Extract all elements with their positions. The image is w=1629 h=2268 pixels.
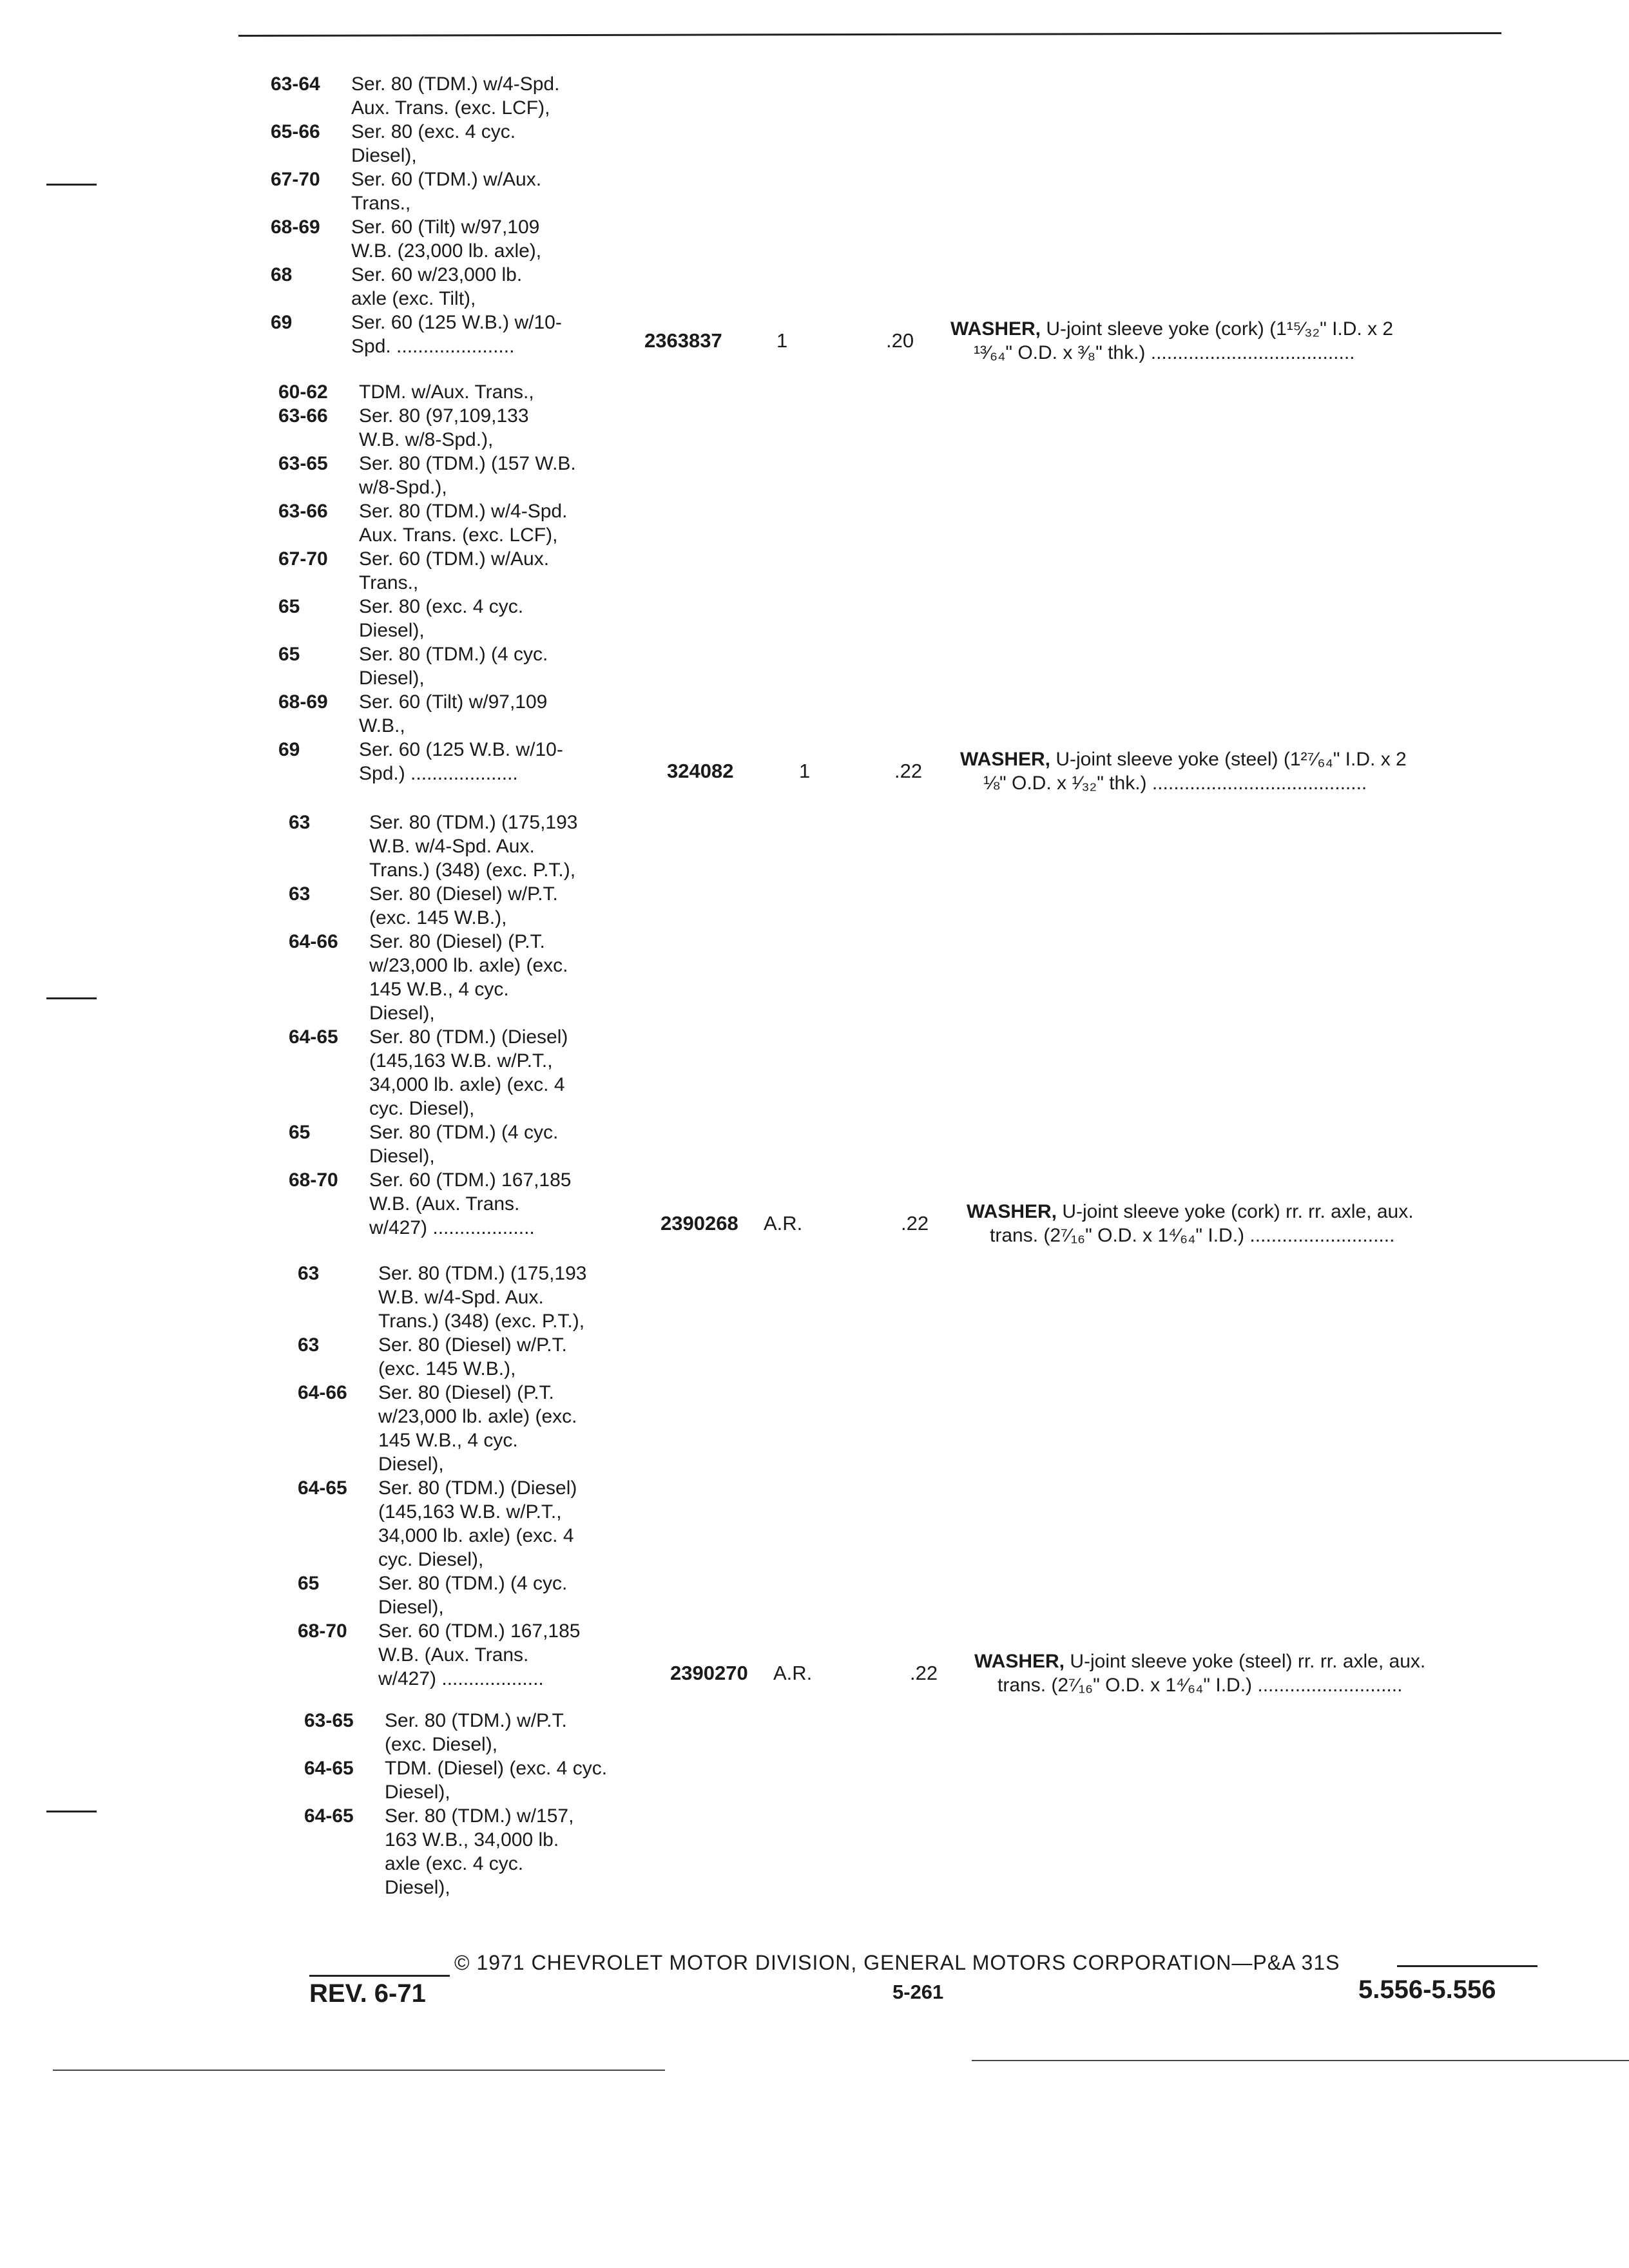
year-range: 63 [289, 812, 311, 833]
application-text: Ser. 60 (TDM.) w/Aux. Trans., [351, 169, 542, 214]
application-text: Ser. 80 (Diesel) (P.T. w/23,000 lb. axle) (exc. 145 W.B., 4 cyc. Diesel), [369, 931, 568, 1024]
application-row [298, 1333, 681, 1381]
application-row [271, 263, 654, 311]
application-row [278, 642, 662, 690]
price: .22 [894, 760, 923, 782]
application-text: Ser. 80 (TDM.) w/4-Spd. Aux. Trans. (exc. LCF), [351, 73, 560, 119]
application-group [271, 72, 654, 358]
year-range: 65 [278, 596, 300, 617]
application-group [304, 1709, 688, 1899]
application-row [298, 1476, 681, 1571]
application-text: Ser. 80 (97,109,133 W.B. w/8-Spd.), [359, 405, 529, 450]
application-text: Ser. 80 (exc. 4 cyc. Diesel), [359, 596, 524, 641]
application-row [271, 120, 654, 168]
application-text: TDM. w/Aux. Trans., [359, 381, 534, 403]
application-row [304, 1756, 688, 1804]
item-desc: U-joint sleeve yoke (steel) (1²⁷⁄₆₄" I.D. x 2 [1055, 749, 1407, 770]
item-description [950, 317, 1530, 365]
part-number-cell [644, 329, 860, 352]
quantity: 1 [776, 329, 788, 352]
copyright-line: © 1971 CHEVROLET MOTOR DIVISION, GENERAL MOTORS CORPORATION—P&A 31S [454, 1951, 1340, 1974]
item-name: WASHER, [960, 749, 1051, 770]
bottom-rule [972, 2060, 1629, 2061]
application-text: Ser. 60 (Tilt) w/97,109 W.B., [359, 691, 548, 736]
footer-rule-left [309, 1975, 450, 1977]
application-text: Ser. 80 (Diesel) w/P.T. (exc. 145 W.B.), [378, 1334, 567, 1379]
year-range: 60-62 [278, 381, 328, 403]
application-row [289, 811, 672, 882]
page-number: 5-261 [892, 1981, 944, 2003]
part-number-cell [667, 759, 883, 783]
year-range: 69 [271, 312, 293, 333]
year-range: 68 [271, 264, 293, 285]
application-row [271, 72, 654, 120]
top-rule [238, 32, 1501, 37]
application-text: Ser. 80 (TDM.) (4 cyc. Diesel), [359, 644, 548, 689]
year-range: 64-65 [289, 1026, 338, 1048]
application-row [304, 1804, 688, 1899]
application-row [278, 380, 662, 404]
item-desc: U-joint sleeve yoke (cork) (1¹⁵⁄₃₂" I.D. x 2 [1046, 318, 1394, 340]
application-row [278, 738, 662, 785]
application-row [278, 452, 662, 499]
year-range: 64-65 [298, 1477, 347, 1499]
year-range: 64-66 [298, 1382, 347, 1403]
application-text: Ser. 80 (TDM.) w/157, 163 W.B., 34,000 lb. axle (exc. 4 cyc. Diesel), [385, 1805, 574, 1898]
price: .20 [886, 329, 914, 352]
revision-label: REV. 6-71 [309, 1979, 426, 2008]
application-text: Ser. 80 (TDM.) w/4-Spd. Aux. Trans. (exc. LCF), [359, 501, 568, 546]
item-description [967, 1200, 1547, 1247]
year-range: 68-69 [278, 691, 328, 713]
part-number-cell [670, 1661, 857, 1685]
application-text: Ser. 60 (Tilt) w/97,109 W.B. (23,000 lb. axle), [351, 216, 542, 262]
application-row [278, 595, 662, 642]
year-range: 64-65 [304, 1758, 354, 1779]
application-text: Ser. 60 (TDM.) 167,185 W.B. (Aux. Trans. w/427) ................... [378, 1620, 581, 1689]
year-range: 65 [298, 1573, 320, 1594]
item-desc-continued: trans. (2⁷⁄₁₆" O.D. x 1⁴⁄₆₄" I.D.) ........................... [990, 1225, 1395, 1246]
year-range: 63 [289, 883, 311, 905]
application-text: Ser. 80 (TDM.) (157 W.B. w/8-Spd.), [359, 453, 576, 498]
quantity: A.R. [773, 1662, 813, 1684]
year-range: 67-70 [271, 169, 320, 190]
margin-tick [46, 997, 97, 999]
application-row [289, 1168, 672, 1240]
application-row [278, 404, 662, 452]
application-text: TDM. (Diesel) (exc. 4 cyc. Diesel), [385, 1758, 608, 1803]
section-number: 5.556-5.556 [1358, 1975, 1496, 2004]
year-range: 64-66 [289, 931, 338, 952]
item-description [974, 1649, 1554, 1697]
application-text: Ser. 80 (Diesel) w/P.T. (exc. 145 W.B.), [369, 883, 558, 928]
year-range: 63-64 [271, 73, 320, 95]
item-desc-continued: trans. (2⁷⁄₁₆" O.D. x 1⁴⁄₆₄" I.D.) ........................... [998, 1675, 1403, 1696]
application-group [298, 1262, 681, 1691]
year-range: 65 [278, 644, 300, 665]
footer-rule-right [1397, 1965, 1537, 1967]
year-range: 68-70 [289, 1169, 338, 1191]
application-row [271, 311, 654, 358]
application-row [271, 215, 654, 263]
application-row [289, 1025, 672, 1120]
item-desc: U-joint sleeve yoke (cork) rr. rr. axle, aux. [1062, 1201, 1414, 1222]
application-text: Ser. 80 (exc. 4 cyc. Diesel), [351, 121, 516, 166]
part-number: 324082 [667, 760, 734, 782]
application-text: Ser. 80 (TDM.) (4 cyc. Diesel), [369, 1122, 559, 1167]
part-number: 2390270 [670, 1662, 748, 1684]
item-desc-continued: ¹³⁄₆₄" O.D. x ³⁄₈" thk.) ...................................... [974, 342, 1355, 363]
year-range: 64-65 [304, 1805, 354, 1827]
application-text: Ser. 80 (TDM.) (4 cyc. Diesel), [378, 1573, 568, 1618]
application-row [289, 882, 672, 930]
year-range: 63 [298, 1334, 320, 1356]
bottom-rule [53, 2070, 665, 2071]
application-text: Ser. 60 (125 W.B. w/10- Spd.) .................... [359, 739, 563, 784]
year-range: 67-70 [278, 548, 328, 570]
application-row [289, 1120, 672, 1168]
item-desc-continued: ⅛" O.D. x ¹⁄₃₂" thk.) ........................................ [983, 773, 1367, 794]
item-name: WASHER, [967, 1201, 1057, 1222]
part-number: 2363837 [644, 329, 722, 352]
year-range: 65 [289, 1122, 311, 1143]
application-text: Ser. 60 w/23,000 lb. axle (exc. Tilt), [351, 264, 523, 309]
application-row [298, 1381, 681, 1476]
application-row [304, 1709, 688, 1756]
application-row [278, 690, 662, 738]
item-description [960, 747, 1540, 795]
item-desc: U-joint sleeve yoke (steel) rr. rr. axle, aux. [1070, 1651, 1426, 1672]
application-row [278, 499, 662, 547]
application-row [298, 1571, 681, 1619]
year-range: 63-66 [278, 405, 328, 427]
application-text: Ser. 80 (TDM.) w/P.T. (exc. Diesel), [385, 1710, 567, 1755]
application-row [289, 930, 672, 1025]
application-text: Ser. 60 (125 W.B.) w/10- Spd. ...................... [351, 312, 562, 357]
application-row [271, 168, 654, 215]
year-range: 63-65 [304, 1710, 354, 1731]
application-text: Ser. 60 (TDM.) 167,185 W.B. (Aux. Trans. w/427) ................... [369, 1169, 572, 1238]
application-row [298, 1619, 681, 1691]
year-range: 63-65 [278, 453, 328, 474]
year-range: 63 [298, 1263, 320, 1284]
margin-tick [46, 184, 97, 186]
year-range: 68-70 [298, 1620, 347, 1642]
price: .22 [901, 1212, 929, 1235]
item-name: WASHER, [950, 318, 1041, 340]
application-text: Ser. 80 (Diesel) (P.T. w/23,000 lb. axle) (exc. 145 W.B., 4 cyc. Diesel), [378, 1382, 577, 1475]
application-text: Ser. 80 (TDM.) (Diesel) (145,163 W.B. w/P.T., 34,000 lb. axle) (exc. 4 cyc. Diesel), [369, 1026, 568, 1119]
quantity: 1 [799, 760, 811, 782]
margin-tick [46, 1811, 97, 1812]
application-row [298, 1262, 681, 1333]
application-text: Ser. 80 (TDM.) (175,193 W.B. w/4-Spd. Aux. Trans.) (348) (exc. P.T.), [369, 812, 578, 881]
price: .22 [910, 1662, 938, 1684]
year-range: 63-66 [278, 501, 328, 522]
application-row [278, 547, 662, 595]
application-text: Ser. 60 (TDM.) w/Aux. Trans., [359, 548, 550, 593]
year-range: 65-66 [271, 121, 320, 142]
application-group [278, 380, 662, 785]
application-group [289, 811, 672, 1240]
application-text: Ser. 80 (TDM.) (175,193 W.B. w/4-Spd. Aux. Trans.) (348) (exc. P.T.), [378, 1263, 587, 1332]
year-range: 68-69 [271, 216, 320, 238]
item-name: WASHER, [974, 1651, 1065, 1672]
quantity: A.R. [764, 1212, 803, 1235]
application-text: Ser. 80 (TDM.) (Diesel) (145,163 W.B. w/P.T., 34,000 lb. axle) (exc. 4 cyc. Diesel), [378, 1477, 577, 1570]
part-number-cell [660, 1211, 847, 1235]
part-number: 2390268 [660, 1212, 738, 1235]
year-range: 69 [278, 739, 300, 760]
